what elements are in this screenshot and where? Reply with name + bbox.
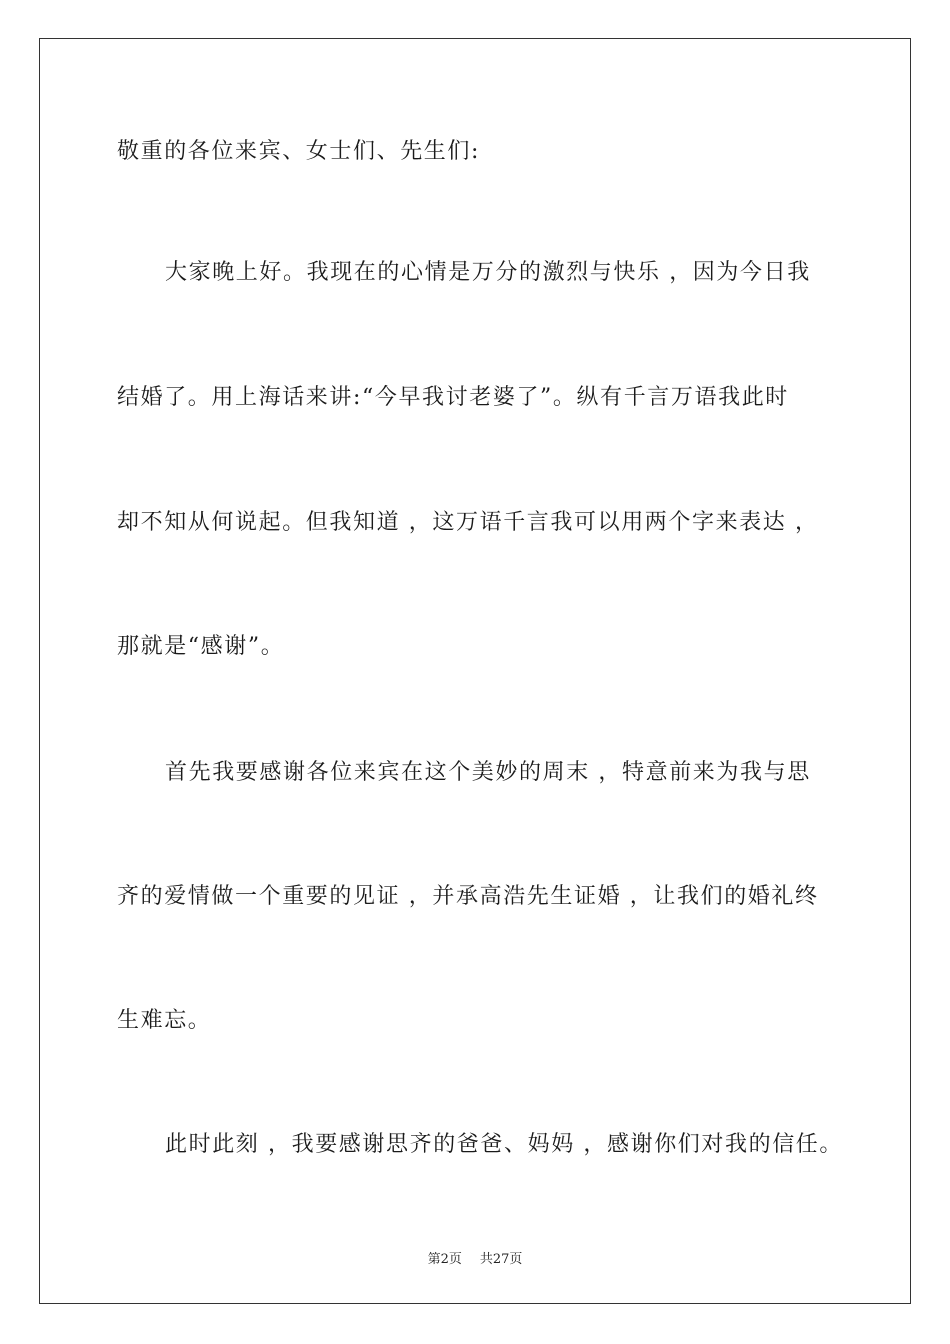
paragraph-1-line-1: 大家晚上好。我现在的心情是万分的激烈与快乐 ，因为今日我 (165, 260, 811, 285)
paragraph-1-line-2: 结婚了。用上海话来讲:“今早我讨老婆了”。纵有千言万语我此时 (117, 385, 789, 410)
page-border (39, 38, 911, 1304)
total-page-count: 共27页 (479, 1252, 523, 1267)
paragraph-2-line-2: 齐的爱情做一个重要的见证 ，并承高浩先生证婚 ，让我们的婚礼终 (117, 884, 819, 909)
paragraph-1-line-3: 却不知从何说起。但我知道 ，这万语千言我可以用两个字来表达 ， (117, 510, 819, 535)
page-footer (0, 1248, 950, 1267)
salutation-line: 敬重的各位来宾、女士们、先生们: (117, 139, 481, 164)
paragraph-1-line-4: 那就是“感谢”。 (117, 634, 285, 659)
current-page-number: 第2页 (427, 1252, 462, 1267)
paragraph-2-line-1: 首先我要感谢各位来宾在这个美妙的周末 ，特意前来为我与思 (165, 760, 811, 785)
paragraph-3-line-1: 此时此刻 ，我要感谢思齐的爸爸、妈妈 ，感谢你们对我的信任。 (165, 1132, 843, 1157)
paragraph-2-line-3: 生难忘。 (117, 1008, 212, 1033)
